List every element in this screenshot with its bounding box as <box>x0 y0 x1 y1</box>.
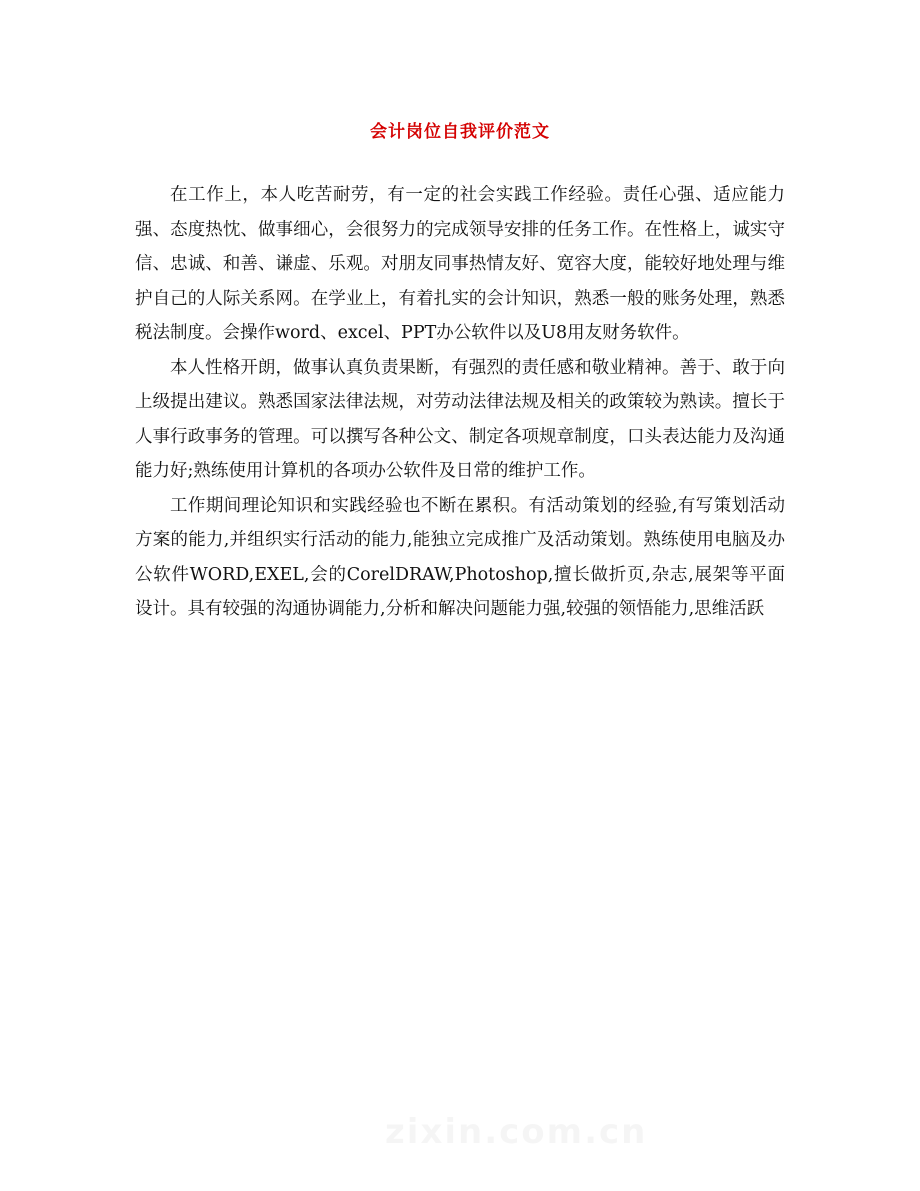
paragraph-work-experience: 在工作上，本人吃苦耐劳，有一定的社会实践工作经验。责任心强、适应能力强、态度热忱、做事细心，会很努力的完成领导安排的任务工作。在性格上，诚实守信、忠诚、和善、谦虚、乐观。对朋友同事热情友好、宽容大度，能较好地处理与维护自己的人际关系网。在学业上，有着扎实的会计知识，熟悉一般的账务处理，熟悉税法制度。会操作word、excel、PPT办公软件以及U8用友财务软件。 <box>135 185 785 343</box>
document-body <box>135 178 785 627</box>
document-title: 会计岗位自我评价范文 <box>370 122 550 142</box>
paragraph-personality: 本人性格开朗，做事认真负责果断，有强烈的责任感和敬业精神。善于、敢于向上级提出建议。熟悉国家法律法规，对劳动法律法规及相关的政策较为熟读。擅长于人事行政事务的管理。可以撰写各种公文、制定各项规章制度，口头表达能力及沟通能力好;熟练使用计算机的各项办公软件及日常的维护工作。 <box>135 357 785 481</box>
watermark <box>385 1112 555 1152</box>
paragraph-skills: 工作期间理论知识和实践经验也不断在累积。有活动策划的经验,有写策划活动方案的能力,并组织实行活动的能力,能独立完成推广及活动策划。熟练使用电脑及办公软件WORD,EXEL,会的CorelDRAW,Photoshop,擅长做折页,杂志,展架等平面设计。具有较强的沟通协调能力,分析和解决问题能力强,较强的领悟能力,思维活跃 <box>135 495 785 619</box>
